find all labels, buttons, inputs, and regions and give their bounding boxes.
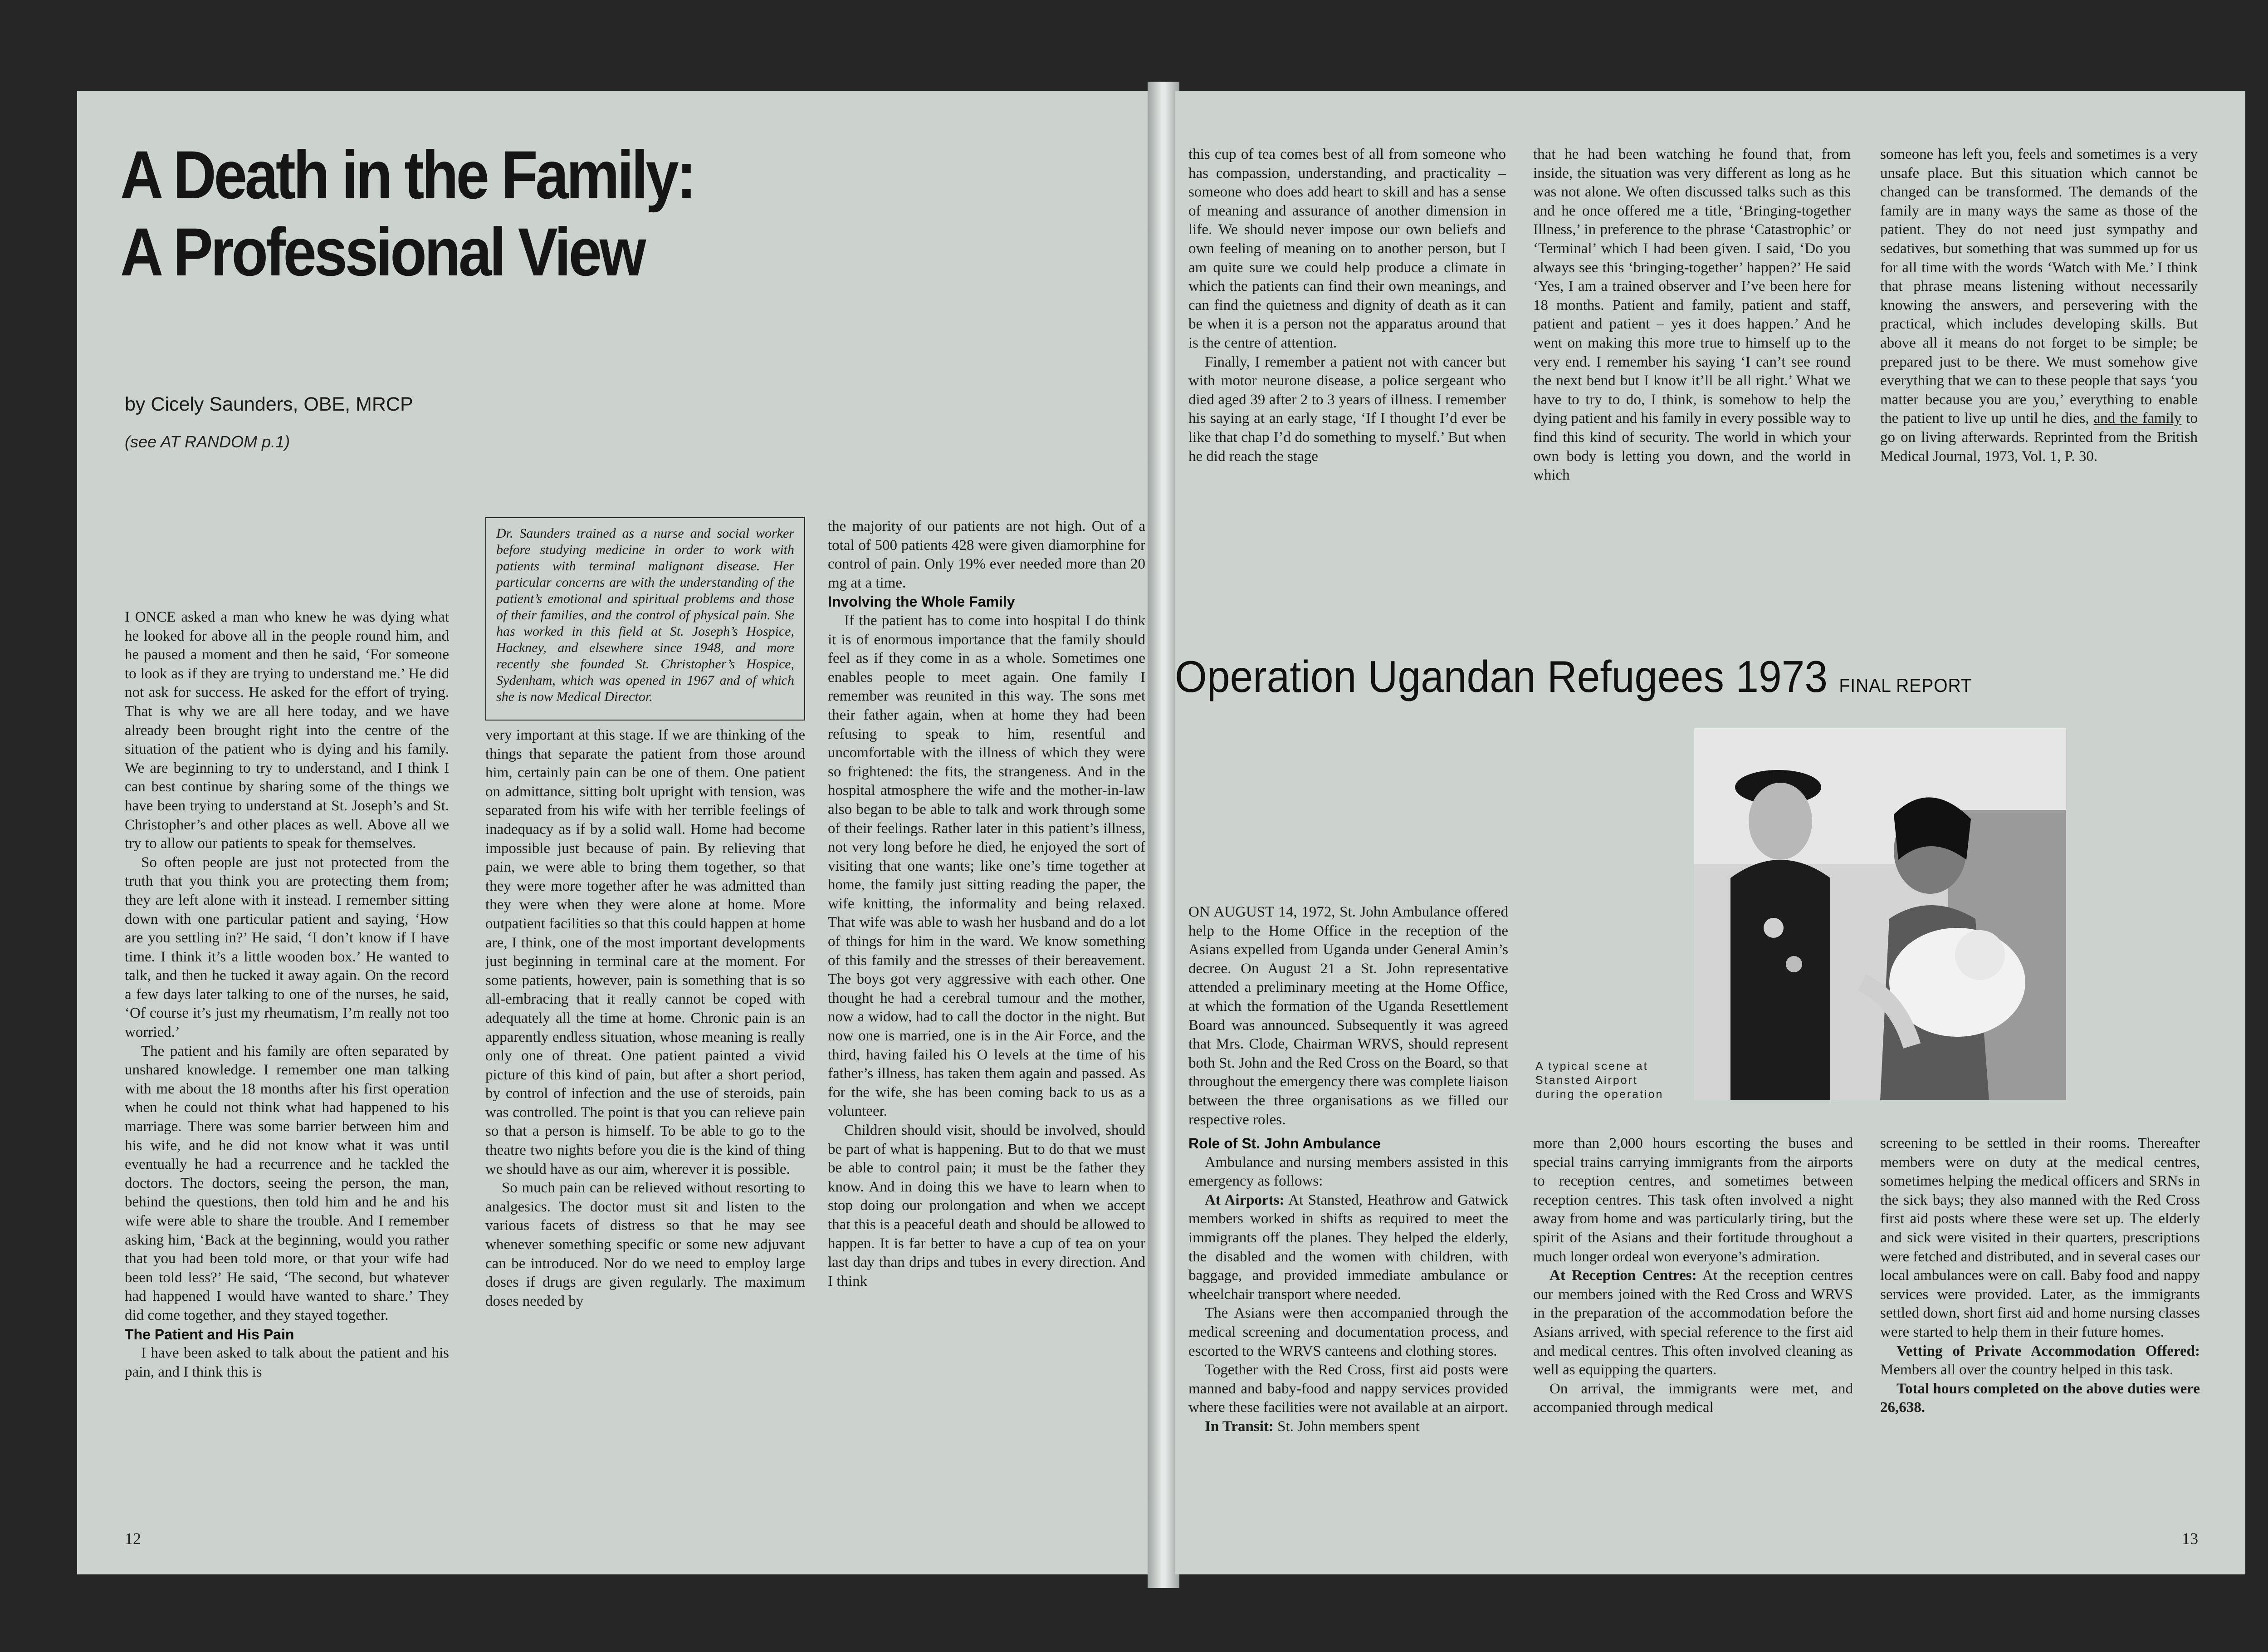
title-line-2: A Professional View [120,214,644,290]
run-in-heading: Vetting of Private Accommodation Offered: [1897,1343,2200,1359]
paragraph [1880,145,2198,466]
run-in-heading: At Airports: [1205,1191,1285,1208]
paragraph: I have been asked to talk about the patient and his pain, and I think this is [125,1345,449,1380]
paragraph [1533,1266,1853,1380]
paragraph: So often people are just not protected from the truth that you think you are protecting them from; they are left alone with it instead. I remember sitting down with one particular patient and saying, ‘How are you settling in?’ He said, ‘I don’t know if I have time. I think it’s a little wooden box.’ He wanted to talk, and then he tucked it away again. On the record a few days later talking to one of the nurses, he said, ‘Of course it’s just my rheumatism, I’m really not too worried.’ [125,854,449,1041]
underlined-text: and the family [2093,410,2182,427]
paragraph-text: Members all over the country helped in this task. [1880,1362,2174,1378]
paragraph [1188,1417,1508,1436]
left-column-2 [485,726,805,1311]
report-column-2 [1533,1134,1853,1417]
paragraph: If the patient has to come into hospital I do think it is of enormous importance that the family should feel as if they come in as a whole. Sometimes one enables people to meet again. One family I remember was reunited in this way. The sons met their father again, when at home they had been refusing to speak to him, resentful and uncomfortable with the illness of which they were so frightened: the fits, the strangeness. And in the hospital atmosphere the wife and the mother-in-law also began to be able to talk and work through some of their feelings. Rather later in this patient’s illness, not very long before he died, he enjoyed the sort of visiting that one wants; like one’s time together at home, the family just sitting reading the paper, the wife knitting, the informality and being relaxed. That wife was able to wash her husband and do a lot of things for him in the ward. We know something of this family and the stresses of their bereavement. The boys got very aggressive with each other. One thought he had a cerebral tumour and the mother, now a widow, had to call the doctor in the night. But now one is married, one is in the Air Force, and the third, having failed his O levels at the time of his father’s illness, has taken them again and passed. As for the wife, she has been coming back to us as a volunteer. [828,612,1145,1120]
author-bio-box: Dr. Saunders trained as a nurse and social worker before studying medicine in order to work with patients with terminal malignant disease. Her particular concerns are with the understanding of the patient’s emotional and spiritual problems and those of their families, and the control of physical pain. She has worked in this field at St. Joseph’s Hospice, Hackney, and elsewhere since 1948, and more recently she founded St. Christopher’s Hospice, Sydenham, which was opened in 1967 and of which she is now Medical Director. [485,517,805,721]
total-hours: Total hours completed on the above duties were 26,638. [1880,1380,2200,1416]
report-title [1175,651,1972,702]
paragraph: I ONCE asked a man who knew he was dying what he looked for above all in the people round him, and he paused a moment and then he said, ‘For someone to look as if they are trying to understand me.’ He did not ask for success. He asked for the effort of trying. That is why we are all here today, and we have already been brought right into the centre of the situation of the patient who is dying and his family. We are beginning to try to understand, and I think I can best continue by sharing some of the things we have been trying to understand at St. Joseph’s and St. Christopher’s and other places as well. Above all we try to allow our patients to speak for themselves. [125,609,449,852]
stansted-airport-photo [1694,728,2066,1100]
left-column-3 [828,517,1145,1291]
article-title [120,136,694,290]
page-number: 13 [2182,1529,2198,1548]
paragraph-text: St. John members spent [1277,1418,1420,1435]
run-in-heading: In Transit: [1205,1418,1274,1435]
report-column-3 [1880,1134,2200,1417]
paragraph [1880,1342,2200,1380]
paragraph: The patient and his family are often separated by unshared knowledge. I remember one man talking with me about the 18 months after his first operation when he could not think what had happened to his marriage. There was some barrier between him and his wife, and he did not know what it was until eventually he had a recurrence and he tackled the doctors. The doctors, seeing the person, the man, behind the questions, then told him and he and his wife were able to share the trouble. And I remember asking him, ‘Back at the beginning, would you rather that you had been told more, or that your wife had been told less?’ He said, ‘The second, but whatever had happened I would have wanted to share.’ They did come together, and they stayed together. [125,1043,449,1324]
paragraph [1188,1191,1508,1304]
run-in-heading: At Reception Centres: [1549,1267,1697,1284]
paragraph: Ambulance and nursing members assisted in this emergency as follows: [1188,1154,1508,1190]
subheading-role: Role of St. John Ambulance [1188,1135,1381,1152]
byline: by Cicely Saunders, OBE, MRCP [125,393,413,415]
paragraph: Children should visit, should be involved, should be part of what is happening. But to do that we must be able to control pain; it must be the father they know. And in doing this we have to learn when to stop doing our prolongation and when we accept that this is a peaceful death and should be allowed to happen. It is far better to have a cup of tea on your last day than drips and tubes in every direction. And I think [828,1122,1145,1289]
paragraph: Finally, I remember a patient not with cancer but with motor neurone disease, a police sergeant who died aged 39 after 2 to 3 years of illness. I remember his saying at an early stage, ‘If I thought I’d ever be like that chap I’d do something to myself.’ But when he did reach the stage [1188,353,1506,465]
photo-illustration [1694,728,2066,1100]
paragraph: the majority of our patients are not high. Out of a total of 500 patients 428 were given diamorphine for control of pain. Only 19% ever needed more than 20 mg at a time. [828,518,1145,591]
paragraph-text: someone has left you, feels and sometimes is a very unsafe place. But this situation which cannot be changed can be transformed. The demands of the family are in many ways the same as those of the patient. They do not need just sympathy and sedatives, but something that was summed up for us for all time with the words ‘Watch with Me.’ I think that phrase means listening without necessarily knowing the answers, and persevering with the practical, which includes developing skills. But above all it means do not forget to be simple; be prepared just to be there. We must somehow give everything that we can to these people that says ‘you matter because you are you,’ everything to enable the patient to live up until he dies, [1880,146,2198,427]
paragraph: that he had been watching he found that, from inside, the situation was very different as long as he was not alone. We often discussed talks such as this and he once offered me a title, ‘Bringing-together Illness,’ in preference to the phrase ‘Catastrophic’ or ‘Terminal’ which I had been given. I said, ‘Do you always see this ‘bringing-together’ happen?’ He said ‘Yes, I am a trained observer and I’ve been here for 18 months. Patient and family, patient and staff, patient and patient – yes it does happen.’ And he went on making this more true to himself up to the very end. I remember his saying ‘I can’t see round the next bend but I know it’ll be all right.’ What we have to try to do, I think, is somehow to help the dying patient and his family in every possible way to find this kind of security. The world in which your own body is letting you down, and the world in which [1533,146,1851,484]
paragraph: Together with the Red Cross, first aid posts were manned and baby-food and nappy services provided where these facilities were not available at an airport. [1188,1362,1508,1416]
paragraph-text: At Stansted, Heathrow and Gatwick members worked in shifts as required to meet the immigrants off the planes. They helped the elderly, the disabled and the women with children, with baggage, and provided immediate ambulance or wheelchair transport where needed. [1188,1191,1509,1303]
paragraph: screening to be settled in their rooms. Thereafter members were on duty at the medical centres, sometimes helping the medical officers and SRNs in the sick bays; they also manned with the Red Cross first aid posts where these were set up. The elderly and sick were visited in their quarters, prescriptions were fetched and distributed, and in several cases our local ambulances were on call. Baby food and nappy services were provided. Later, as the immigrants settled down, short first aid and home nursing classes were started to help them in their future homes. [1880,1135,2200,1340]
right-column-3 [1880,145,2198,466]
left-column-1 [125,608,449,1382]
paragraph: So much pain can be relieved without resorting to analgesics. The doctor must sit and listen to the various facets of distress so that he may see whenever something specific or some new adjuvant can be introduced. Nor do we need to employ large doses if drugs are given regularly. The maximum doses needed by [485,1180,805,1309]
paragraph: this cup of tea comes best of all from someone who has compassion, understanding, and practicality – someone who does add heart to skill and has a sense of meaning and assurance of another dimension in life. We should never impose our own beliefs and own feeling of meaning on to another person, but I am quite sure we could help produce a climate in which the patients can find their own meanings, and can find the quietness and dignity of death as it can be when it is a person not the apparatus around that is the centre of attention. [1188,146,1506,351]
right-column-1 [1188,145,1506,466]
paragraph: On arrival, the immigrants were met, and accompanied through medical [1533,1380,1853,1416]
page-number: 12 [125,1529,141,1548]
paragraph-text: to go on living afterwards. [1880,410,2198,446]
right-column-2 [1533,145,1851,485]
photo-caption: A typical scene at Stansted Airport during the operation [1535,1060,1664,1101]
report-intro [1188,903,1508,1129]
report-subtitle: FINAL REPORT [1839,675,1972,696]
paragraph: The Asians were then accompanied through the medical screening and documentation process, and escorted to the WRVS canteens and clothing stores. [1188,1305,1508,1359]
see-reference: (see AT RANDOM p.1) [125,432,290,451]
right-page [1175,91,2245,1574]
title-line-1: A Death in the Family: [120,137,694,213]
paragraph: very important at this stage. If we are thinking of the things that separate the patient from those around him, certainly pain can be one of them. One patient on admittance, sitting bolt upright with tension, was separated from his wife with her terrible feelings of inadequacy as if by a solid wall. Home had become impossible just because of pain. By relieving that pain, we were able to bring them together, so that they were more together after he was admitted than they were when they were alone at home. More outpatient facilities so that this could happen at home are, I think, one of the most important developments just beginning in terminal care at the moment. For some patients, however, pain is something that is so all-embracing that it really cannot be coped with adequately all the time at home. Chronic pain is an apparently endless situation, whose meaning is really only one of threat. One patient painted a vivid picture of this kind of pain, but after a short period, by control of infection and the use of steroids, pain was controlled. The point is that you can relieve pain so that a person is himself. To be able to go to the theatre two nights before you die is the kind of thing we should have as our aim, wherever it is possible. [485,727,805,1177]
paragraph: more than 2,000 hours escorting the buses and special trains carrying immigrants from the airports to reception centres, and sometimes between reception centres. This task often involved a night away from home and was particularly tiring, but the spirit of the Asians and their fortitude throughout a much longer ordeal won everyone’s admiration. [1533,1135,1853,1265]
report-title-main: Operation Ugandan Refugees 1973 [1175,652,1828,701]
paragraph-text: At the reception centres our members joined with the Red Cross and WRVS in the preparation of the accommodation before the Asians arrived, with special reference to the first aid and medical centres. This often involved cleaning as well as equipping the quarters. [1533,1267,1853,1378]
subheading-whole-family: Involving the Whole Family [828,593,1015,610]
report-column-1 [1188,1134,1508,1436]
subheading-patient-pain: The Patient and His Pain [125,1326,294,1343]
left-page [77,91,1152,1574]
reprint-reference: Reprinted from the British Medical Journal, 1973, Vol. 1, P. 30. [1880,429,2198,465]
paragraph: ON AUGUST 14, 1972, St. John Ambulance offered help to the Home Office in the reception of the Asians expelled from Uganda under General Amin’s decree. On August 21 a St. John representative attended a preliminary meeting at the Home Office, at which the formation of the Uganda Resettlement Board was announced. Subsequently it was agreed that Mrs. Clode, Chairman WRVS, should represent both St. John and the Red Cross on the Board, so that throughout the emergency there was complete liaison between the three organisations as we filled our respective roles. [1188,904,1509,1128]
